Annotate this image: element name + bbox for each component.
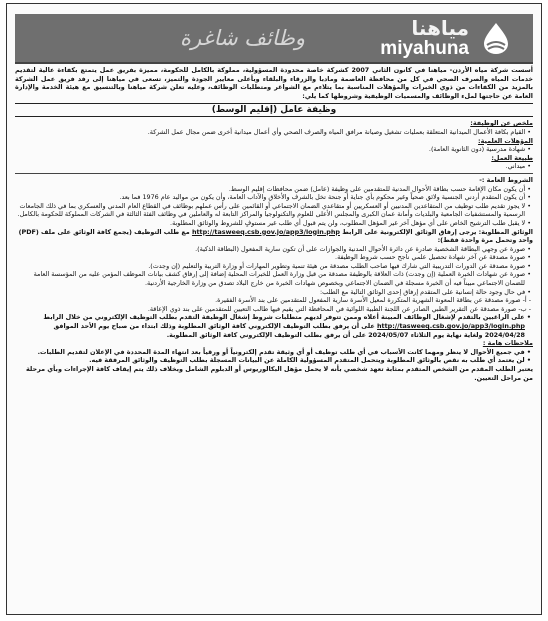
note-item: يعتبر الطلب المقدم من الشخص المتقدم بمثابة تعهد شخصي بأنه لا يحمل مؤهل البكالوريوس أو الدبلوم الشامل وبخلاف ذلك يتم إيقاف كافة الإجراءات وبأي مرحلة من مراحل التعيين. (26, 365, 533, 382)
summary-text: • القيام بكافة الأعمال الميدانية المتعلقة بعمليات تشغيل وصيانة مرافق المياه والصرف الصحي وأي أعمال ميدانية أخرى ضمن مجال عمل الشركة. (147, 127, 531, 136)
brand-name-english: miyahuna (380, 38, 469, 59)
advertisement-body (15, 66, 533, 610)
general-conditions-heading: الشروط العامة :- (479, 175, 533, 184)
note-item: • في جميع الأحوال لا ينظر ومهما كانت الأسباب في أي طلب توظيف أو أي وثيقة تقدم إلكترونياً أو ورقياً بعد انتهاء المدة المحددة في الإعلان لتقديم الطلبات. (37, 347, 531, 356)
application-link[interactable]: http://tasweeq.csb.gov.jo/app3/login.php (376, 322, 525, 331)
required-documents-intro: الوثائق المطلوبة: يرجى إرفاق الوثائق الإلكترونية على الرابط http://tasweeq.csb.gov.jo/app3/login.php مع طلب التوظيف (يجمع كافة الوثائق على ملف (PDF) واحد وتحمل مرة واحدة فقط): (18, 227, 533, 245)
vacancies-label: وظائف شاغرة (180, 26, 306, 50)
job-title: وظيفة عامل (إقليم الوسط) (15, 103, 533, 117)
divider (15, 173, 533, 174)
document-item: • صورة عن شهادات الخبرة العملية (إن وجدت) ذات العلاقة بالوظيفة مصدقة من قبل وزارة العمل للخبرات المحلية إضافة إلى إرفاق كشف بيانات الموظف المؤمن عليه من المؤسسة العامة للضمان الاجتماعي مبيناً فيه أن الخبرة مسجلة في الضمان الاجتماعي وبخصوص شهادات الخبرة من خارج البلاد تصدق من وزارة الخارجية الأردنية. (33, 270, 531, 288)
important-notes-heading: ملاحظات هامة : (482, 339, 533, 348)
work-nature-heading: طبيعة العمل: (491, 153, 533, 162)
work-nature-text: • ميداني. (505, 162, 531, 171)
qualifications-text: • شهادة مدرسية (دون الثانوية العامة). (428, 145, 531, 154)
header-banner (15, 14, 533, 64)
application-instructions: • على الراغبين بالتقدم لإشغال الوظائف المبينة أعلاه وممن تتوفر لديهم متطلبات شروط إشغال الوظيفة التقدم بطلب التوظيف الإلكتروني من خلال الرابط http://tasweeq.csb.gov.jo/app3/login.php على أن يرفق بطلب التوظيف الإلكتروني كافة الوثائق المطلوبة وذلك ابتداء من صباح يوم الأحد الموافق 2024/04/28 ولغاية نهاية يوم الثلاثاء 2024/05/07 على أن يرفق بطلب التوظيف الإلكتروني كافة الوثائق المطلوبة. (43, 313, 531, 339)
general-condition-item: • أن يكون مكان الإقامة حسب بطاقة الأحوال المدنية للمتقدمين على وظيفة (عامل) ضمن محافظات إقليم الوسط. (228, 184, 531, 193)
note-item: • لن يعتمد أي طلب به نقص بالوثائق المطلوبة ويتحمل المتقدم المسؤولية الكاملة عن البيانات المسجلة بطلب التوظيف والوثائق المرفقة فيه. (89, 356, 531, 365)
general-condition-item: • لا يجوز تقديم طلب توظيف من المتقاعدين المدنيين أو العسكريين أو متقاعدي الضمان الاجتماعي أو القائمين على رأس عملهم بوظائف في القطاع العام المدني والعسكري بما في ذلك الجامعات الرسمية والمستشفيات الجامعية والبلديات وأمانة عمان الكبرى والمجلس الأعلى للعلوم والتكنولوجيا والمراكز التابعة له والعاملين في وظائف الفئة الثالثة في الشركات المملوكة للحكومة بالكامل. (17, 201, 531, 219)
document-item: - ب- صورة مصدقة عن التقرير الطبي الصادر عن اللجنة الطبية اللوائية في المحافظة التي يقيم فيها طالب التعيين للمتقدمين على بند ذوي الإعاقة. (147, 304, 531, 313)
qualifications-heading: المؤهلات العلمية: (478, 136, 533, 145)
application-link[interactable]: http://tasweeq.csb.gov.jo/app3/login.php (191, 227, 340, 236)
general-condition-item: • لا يقبل طلب الترشيح الخاص على أي مؤهل آخر غير المؤهل المطلوب، ولن يتم قبول أي طلب غير مستوفٍ للشروط والوثائق المطلوبة. (170, 218, 531, 227)
water-drop-logo-icon (477, 21, 515, 55)
brand-name-arabic: مياهنا (411, 16, 469, 40)
general-condition-item: • أن يكون المتقدم أردني الجنسية ولائق صحياً وغير محكوم بأي جناية أو جنحة تخل بالشرف والأخلاق والآداب العامة، وأن يكون من مواليد عام 1976 فما بعد. (119, 193, 531, 202)
document-item: • صورة مصدقة عن آخر شهادة تحصيل علمي ناجح حسب شروط الوظيفة. (335, 253, 531, 262)
intro-paragraph: أسست شركة مياه الأردن- مياهنا في كانون الثاني 2007 كشركة خاصة محدودة المسؤولية، مملوكة بالكامل للحكومة، مميزة بفريق عمل يتمتع بكفاءة عالية لتقديم خدمات المياه والصرف الصحي في كل من محافظة العاصمة ومادبا والزرقاء والبلقاء وبأعلى معايير الجودة والتميز، تسعى في مياهنا إلى رفد فريق عمل الشركة بالمزيد من الكفاءات من ذوي الخبرات والمؤهلات المناسبة بما يتلاءم مع الشواغر ومتطلبات الوظائف، وعليه تعلن شركة مياهنا وبالتنسيق مع هيئة الخدمة والإدارة العامة عن حاجتها لملء الوظائف والمسميات الوظيفية وشروطها كما يلي: (15, 66, 533, 100)
document-item: • في حال وجود حالة إنسانية على المتقدم إرفاق إحدى الوثائق التالية مع الطلب: (319, 287, 531, 296)
summary-heading: ملخص عن الوظيفة: (470, 119, 533, 128)
document-item: • صورة عن وجهي البطاقة الشخصية صادرة عن دائرة الأحوال المدنية والجوازات على أن تكون سارية المفعول (البطاقة الذكية). (195, 244, 531, 253)
document-item: • صورة مصدقة عن الدورات التدريبية التي شارك فيها صاحب الطلب مصدقة من هيئة تنمية وتطوير المهارات أو وزارة التربية والتعليم (إن وجدت). (148, 261, 531, 270)
job-advertisement (6, 3, 542, 615)
document-item: - أ- صورة مصدقة عن بطاقة المعونة الشهرية المتكررة لمعيل الأسرة سارية المفعول للمتقدمين على بند الأسرة الفقيرة. (215, 296, 531, 305)
